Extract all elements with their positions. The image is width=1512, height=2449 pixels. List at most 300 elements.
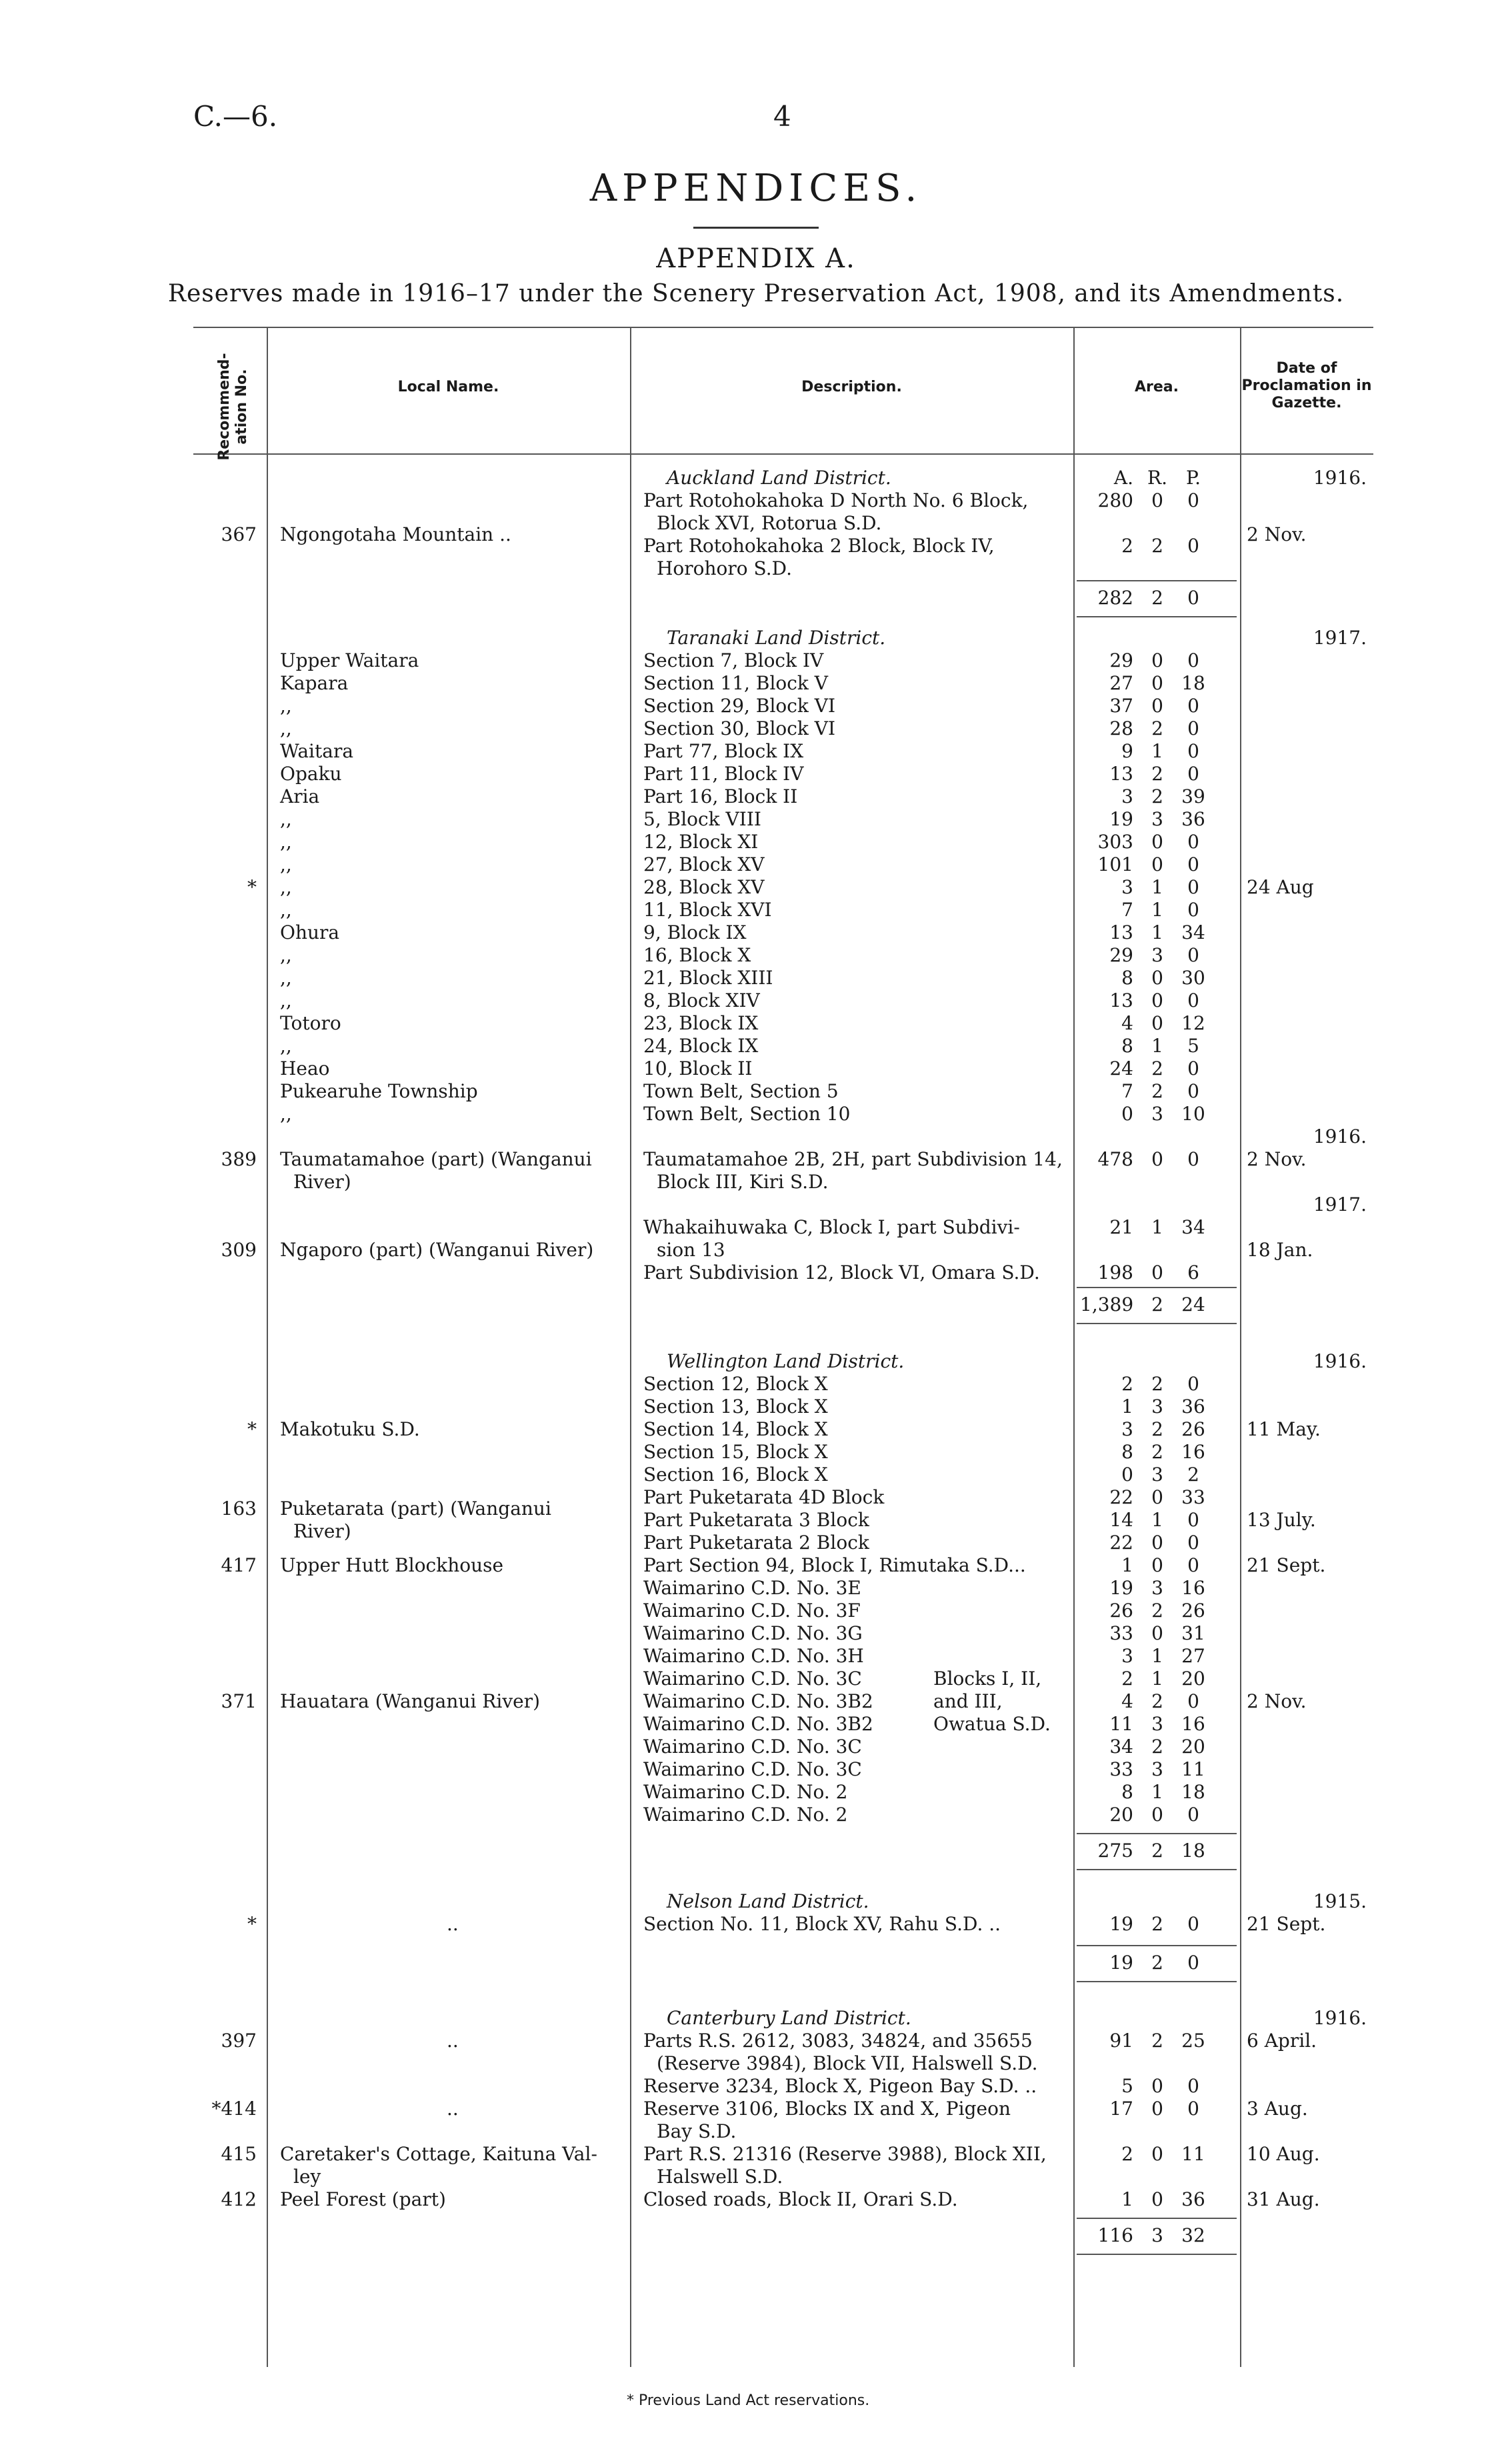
wellington-makotuku-date: 11 May. <box>1247 1418 1321 1440</box>
wellington-hauatara-area-roods: 1 <box>1151 1781 1163 1803</box>
wellington-hauatara-area-roods: 2 <box>1151 1736 1163 1758</box>
auckland-area-2-perches: 0 <box>1187 535 1199 557</box>
taranaki-area-roods: 0 <box>1151 1012 1163 1034</box>
canterbury-397-area-perches: 25 <box>1181 2030 1205 2052</box>
wellington-hauatara-area-acres: 20 <box>1109 1804 1133 1826</box>
taranaki-description: Part 16, Block II <box>643 785 798 807</box>
wellington-total-rule-bottom <box>1077 1869 1237 1870</box>
arp-roods-header: R. <box>1147 467 1167 489</box>
taranaki-area-roods: 1 <box>1151 876 1163 898</box>
wellington-makotuku-area-acres: 0 <box>1121 1464 1133 1486</box>
auckland-area-1-perches: 0 <box>1187 489 1199 511</box>
taranaki-description: 21, Block XIII <box>643 967 773 989</box>
auckland-district-heading: Auckland Land District. <box>667 467 891 489</box>
taranaki-date: 24 Aug <box>1247 876 1314 898</box>
taranaki-389-area-perches: 0 <box>1187 1148 1199 1170</box>
nelson-date: 21 Sept. <box>1247 1913 1326 1935</box>
taranaki-area-roods: 3 <box>1151 808 1163 830</box>
taranaki-area-roods: 2 <box>1151 763 1163 785</box>
taranaki-309-date: 18 Jan. <box>1247 1239 1313 1261</box>
canterbury-414-desc-3: Bay S.D. <box>657 2120 737 2142</box>
taranaki-area-perches: 0 <box>1187 763 1199 785</box>
wellington-hauatara-area-perches: 16 <box>1181 1713 1205 1735</box>
taranaki-local-name: ,, <box>280 853 292 875</box>
canterbury-414-local: .. <box>447 2098 459 2120</box>
taranaki-area-perches: 0 <box>1187 717 1199 739</box>
wellington-hauatara-description: Waimarino C.D. No. 3B2 <box>643 1713 873 1735</box>
canterbury-total-roods: 3 <box>1151 2224 1163 2246</box>
wellington-makotuku-area-perches: 16 <box>1181 1441 1205 1463</box>
wellington-hauatara-area-roods: 2 <box>1151 1600 1163 1622</box>
auckland-rec: 367 <box>221 523 257 545</box>
taranaki-area-perches: 10 <box>1181 1103 1205 1125</box>
taranaki-local-name: Ohura <box>280 921 340 943</box>
wellington-makotuku-description: Section 13, Block X <box>643 1396 828 1418</box>
taranaki-area-acres: 3 <box>1121 876 1133 898</box>
wellington-makotuku-area-perches: 0 <box>1187 1373 1199 1395</box>
wellington-hutt-area-perches: 0 <box>1187 1554 1199 1576</box>
wellington-hauatara-area-perches: 26 <box>1181 1600 1205 1622</box>
taranaki-area-acres: 29 <box>1109 649 1133 671</box>
taranaki-309-desc-3: Part Subdivision 12, Block VI, Omara S.D. <box>643 1262 1040 1284</box>
col-header-rec: Recommend-ation No. <box>216 353 250 461</box>
taranaki-description: Section 11, Block V <box>643 672 829 694</box>
canterbury-412-date: 31 Aug. <box>1247 2188 1320 2210</box>
wellington-hutt-area-acres: 1 <box>1121 1554 1133 1576</box>
taranaki-309-area-1-perches: 34 <box>1181 1216 1205 1238</box>
taranaki-389-rec: 389 <box>221 1148 257 1170</box>
wellington-puketarata-local-2: River) <box>293 1520 351 1542</box>
taranaki-area-perches: 0 <box>1187 1080 1199 1102</box>
nelson-area-acres: 19 <box>1109 1913 1133 1935</box>
taranaki-area-perches: 36 <box>1181 808 1205 830</box>
taranaki-389-local-2: River) <box>293 1171 351 1193</box>
nelson-total-perches: 0 <box>1187 1952 1199 1974</box>
taranaki-area-roods: 2 <box>1151 1080 1163 1102</box>
nelson-total-roods: 2 <box>1151 1952 1163 1974</box>
taranaki-area-roods: 2 <box>1151 1057 1163 1079</box>
canterbury-414-area-1-perches: 0 <box>1187 2075 1199 2097</box>
wellington-makotuku-description: Section 14, Block X <box>643 1418 828 1440</box>
taranaki-local-name: ,, <box>280 944 292 966</box>
canterbury-414-desc-1: Reserve 3234, Block X, Pigeon Bay S.D. .. <box>643 2075 1037 2097</box>
wellington-puketarata-area-acres: 22 <box>1109 1486 1133 1508</box>
nelson-rec: * <box>247 1913 257 1935</box>
wellington-hutt-rec: 417 <box>221 1554 257 1576</box>
canterbury-412-area-roods: 0 <box>1151 2188 1163 2210</box>
header-bottom-rule <box>193 453 1373 455</box>
wellington-hauatara-description: Waimarino C.D. No. 2 <box>643 1781 848 1803</box>
wellington-hauatara-description: Waimarino C.D. No. 3B2 <box>643 1690 873 1712</box>
wellington-hauatara-area-acres: 8 <box>1121 1781 1133 1803</box>
taranaki-area-roods: 2 <box>1151 785 1163 807</box>
taranaki-total-acres: 1,389 <box>1080 1294 1134 1316</box>
wellington-district-heading: Wellington Land District. <box>667 1350 905 1372</box>
wellington-hauatara-area-acres: 2 <box>1121 1668 1133 1690</box>
taranaki-309-area-2-perches: 6 <box>1187 1262 1199 1284</box>
wellington-puketarata-rec: 163 <box>221 1498 257 1520</box>
taranaki-area-perches: 0 <box>1187 899 1199 921</box>
wellington-makotuku-area-perches: 26 <box>1181 1418 1205 1440</box>
canterbury-397-rec: 397 <box>221 2030 257 2052</box>
taranaki-389-desc-2: Block III, Kiri S.D. <box>657 1171 829 1193</box>
taranaki-309-area-2-roods: 0 <box>1151 1262 1163 1284</box>
taranaki-area-roods: 0 <box>1151 649 1163 671</box>
taranaki-local-name: Totoro <box>280 1012 341 1034</box>
wellington-hauatara-area-roods: 0 <box>1151 1804 1163 1826</box>
taranaki-area-perches: 12 <box>1181 1012 1205 1034</box>
canterbury-412-area-acres: 1 <box>1121 2188 1133 2210</box>
taranaki-description: 28, Block XV <box>643 876 765 898</box>
taranaki-description: 12, Block XI <box>643 831 759 853</box>
taranaki-total-perches: 24 <box>1181 1294 1205 1316</box>
taranaki-area-acres: 9 <box>1121 740 1133 762</box>
wellington-puketarata-area-acres: 22 <box>1109 1532 1133 1554</box>
taranaki-area-roods: 2 <box>1151 717 1163 739</box>
taranaki-description: Section 30, Block VI <box>643 717 836 739</box>
taranaki-area-acres: 4 <box>1121 1012 1133 1034</box>
wellington-hauatara-area-acres: 19 <box>1109 1577 1133 1599</box>
wellington-hauatara-area-perches: 18 <box>1181 1781 1205 1803</box>
canterbury-415-desc-2: Halswell S.D. <box>657 2166 783 2188</box>
taranaki-area-roods: 1 <box>1151 921 1163 943</box>
wellington-puketarata-area-perches: 0 <box>1187 1532 1199 1554</box>
wellington-hauatara-area-acres: 26 <box>1109 1600 1133 1622</box>
title-rule <box>693 227 819 229</box>
wellington-hauatara-description: Waimarino C.D. No. 3C <box>643 1668 862 1690</box>
taranaki-local-name: ,, <box>280 808 292 830</box>
taranaki-total-roods: 2 <box>1151 1294 1163 1316</box>
wellington-total-roods: 2 <box>1151 1840 1163 1862</box>
wellington-makotuku-area-roods: 2 <box>1151 1418 1163 1440</box>
taranaki-area-acres: 7 <box>1121 899 1133 921</box>
auckland-area-1-roods: 0 <box>1151 489 1163 511</box>
wellington-hauatara-area-perches: 20 <box>1181 1668 1205 1690</box>
taranaki-local-name: ,, <box>280 967 292 989</box>
taranaki-area-roods: 0 <box>1151 695 1163 717</box>
nelson-year: 1915. <box>1313 1890 1367 1912</box>
taranaki-description: 23, Block IX <box>643 1012 759 1034</box>
taranaki-area-acres: 29 <box>1109 944 1133 966</box>
wellington-hauatara-area-acres: 3 <box>1121 1645 1133 1667</box>
wellington-hauatara-area-roods: 2 <box>1151 1690 1163 1712</box>
taranaki-area-roods: 1 <box>1151 740 1163 762</box>
col-divider-1 <box>267 327 268 2367</box>
canterbury-414-date: 3 Aug. <box>1247 2098 1308 2120</box>
wellington-puketarata-local-1: Puketarata (part) (Wanganui <box>280 1498 551 1520</box>
taranaki-description: 27, Block XV <box>643 853 765 875</box>
wellington-hauatara-area-acres: 34 <box>1109 1736 1133 1758</box>
wellington-hauatara-area-roods: 0 <box>1151 1622 1163 1644</box>
col-divider-4 <box>1240 327 1241 2367</box>
canterbury-415-rec: 415 <box>221 2143 257 2165</box>
taranaki-309-desc-2: sion 13 <box>657 1239 725 1261</box>
wellington-hauatara-description: Waimarino C.D. No. 2 <box>643 1804 848 1826</box>
taranaki-local-name: ,, <box>280 717 292 739</box>
canterbury-year: 1916. <box>1313 2007 1367 2029</box>
wellington-hauatara-local: Hauatara (Wanganui River) <box>280 1690 541 1712</box>
taranaki-description: 10, Block II <box>643 1057 753 1079</box>
canterbury-415-area-acres: 2 <box>1121 2143 1133 2165</box>
taranaki-description: 5, Block VIII <box>643 808 761 830</box>
taranaki-area-acres: 8 <box>1121 1035 1133 1057</box>
canterbury-414-area-2-acres: 17 <box>1109 2098 1133 2120</box>
taranaki-description: Town Belt, Section 5 <box>643 1080 839 1102</box>
canterbury-397-local: .. <box>447 2030 459 2052</box>
wellington-hauatara-description: Waimarino C.D. No. 3C <box>643 1736 862 1758</box>
taranaki-389-desc-1: Taumatamahoe 2B, 2H, part Subdivision 14, <box>643 1148 1063 1170</box>
auckland-area-2-roods: 2 <box>1151 535 1163 557</box>
wellington-hauatara-description: Waimarino C.D. No. 3E <box>643 1577 861 1599</box>
wellington-makotuku-area-perches: 2 <box>1187 1464 1199 1486</box>
taranaki-389-area-roods: 0 <box>1151 1148 1163 1170</box>
canterbury-total-perches: 32 <box>1181 2224 1205 2246</box>
taranaki-description: Section 7, Block IV <box>643 649 824 671</box>
nelson-local: .. <box>447 1913 459 1935</box>
wellington-makotuku-description: Section 16, Block X <box>643 1464 828 1486</box>
col-header-area: Area. <box>1135 379 1179 395</box>
taranaki-area-roods: 1 <box>1151 899 1163 921</box>
taranaki-389-year: 1916. <box>1313 1125 1367 1147</box>
wellington-hutt-area-roods: 0 <box>1151 1554 1163 1576</box>
taranaki-area-acres: 13 <box>1109 921 1133 943</box>
taranaki-area-roods: 0 <box>1151 853 1163 875</box>
taranaki-area-perches: 30 <box>1181 967 1205 989</box>
auckland-date: 2 Nov. <box>1247 523 1307 545</box>
wellington-puketarata-description: Part Puketarata 4D Block <box>643 1486 885 1508</box>
taranaki-area-acres: 13 <box>1109 763 1133 785</box>
taranaki-local-name: ,, <box>280 989 292 1011</box>
canterbury-total-rule <box>1077 2218 1237 2219</box>
wellington-makotuku-area-roods: 3 <box>1151 1396 1163 1418</box>
wellington-puketarata-description: Part Puketarata 3 Block <box>643 1509 869 1531</box>
wellington-hauatara-area-acres: 11 <box>1109 1713 1133 1735</box>
wellington-hauatara-description: Waimarino C.D. No. 3G <box>643 1622 863 1644</box>
wellington-puketarata-area-roods: 0 <box>1151 1532 1163 1554</box>
taranaki-389-local-1: Taumatamahoe (part) (Wanganui <box>280 1148 592 1170</box>
wellington-hauatara-date: 2 Nov. <box>1247 1690 1307 1712</box>
table-top-rule <box>193 327 1373 328</box>
canterbury-412-rec: 412 <box>221 2188 257 2210</box>
nelson-area-roods: 2 <box>1151 1913 1163 1935</box>
wellington-total-rule <box>1077 1833 1237 1834</box>
wellington-hauatara-area-roods: 3 <box>1151 1713 1163 1735</box>
wellington-hauatara-area-perches: 27 <box>1181 1645 1205 1667</box>
canterbury-414-area-1-roods: 0 <box>1151 2075 1163 2097</box>
taranaki-area-roods: 3 <box>1151 944 1163 966</box>
auckland-total-roods: 2 <box>1151 587 1163 609</box>
wellington-makotuku-description: Section 15, Block X <box>643 1441 828 1463</box>
nelson-total-rule <box>1077 1945 1237 1946</box>
col-header-date: Date of Proclamation in Gazette. <box>1241 360 1372 411</box>
taranaki-389-date: 2 Nov. <box>1247 1148 1307 1170</box>
taranaki-area-perches: 0 <box>1187 1057 1199 1079</box>
canterbury-415-area-roods: 0 <box>1151 2143 1163 2165</box>
footnote: * Previous Land Act reservations. <box>627 2392 870 2409</box>
appendix-heading: APPENDIX A. <box>656 243 856 274</box>
taranaki-area-acres: 7 <box>1121 1080 1133 1102</box>
taranaki-local-name: Aria <box>280 785 320 807</box>
taranaki-description: 24, Block IX <box>643 1035 759 1057</box>
auckland-total-rule-bottom <box>1077 616 1237 617</box>
arp-perches-header: P. <box>1185 467 1201 489</box>
col-header-description: Description. <box>801 379 902 395</box>
taranaki-area-roods: 1 <box>1151 1035 1163 1057</box>
canterbury-415-local-2: ley <box>293 2166 321 2188</box>
canterbury-397-desc-2: (Reserve 3984), Block VII, Halswell S.D. <box>657 2052 1038 2074</box>
wellington-hauatara-area-acres: 4 <box>1121 1690 1133 1712</box>
taranaki-area-acres: 24 <box>1109 1057 1133 1079</box>
auckland-area-2-acres: 2 <box>1121 535 1133 557</box>
wellington-makotuku-description: Section 12, Block X <box>643 1373 828 1395</box>
wellington-makotuku-area-acres: 3 <box>1121 1418 1133 1440</box>
taranaki-area-roods: 0 <box>1151 831 1163 853</box>
nelson-area-perches: 0 <box>1187 1913 1199 1935</box>
wellington-hauatara-rec: 371 <box>221 1690 257 1712</box>
nelson-total-acres: 19 <box>1109 1952 1133 1974</box>
wellington-makotuku-area-perches: 36 <box>1181 1396 1205 1418</box>
wellington-puketarata-area-roods: 1 <box>1151 1509 1163 1531</box>
wellington-hauatara-area-roods: 3 <box>1151 1577 1163 1599</box>
taranaki-area-roods: 0 <box>1151 672 1163 694</box>
taranaki-area-perches: 39 <box>1181 785 1205 807</box>
taranaki-309-area-2-acres: 198 <box>1097 1262 1133 1284</box>
canterbury-total-acres: 116 <box>1097 2224 1133 2246</box>
taranaki-area-roods: 0 <box>1151 967 1163 989</box>
taranaki-local-name: ,, <box>280 1035 292 1057</box>
canterbury-415-desc-1: Part R.S. 21316 (Reserve 3988), Block XII, <box>643 2143 1047 2165</box>
taranaki-area-roods: 3 <box>1151 1103 1163 1125</box>
taranaki-description: Part 77, Block IX <box>643 740 804 762</box>
canterbury-total-rule-bottom <box>1077 2254 1237 2255</box>
document-code: C.—6. <box>193 100 278 133</box>
auckland-total-acres: 282 <box>1097 587 1133 609</box>
wellington-makotuku-area-acres: 8 <box>1121 1441 1133 1463</box>
taranaki-local-name: ,, <box>280 876 292 898</box>
canterbury-412-description: Closed roads, Block II, Orari S.D. <box>643 2188 958 2210</box>
canterbury-397-date: 6 April. <box>1247 2030 1317 2052</box>
canterbury-415-local-1: Caretaker's Cottage, Kaituna Val- <box>280 2143 597 2165</box>
taranaki-area-acres: 13 <box>1109 989 1133 1011</box>
taranaki-309-local: Ngaporo (part) (Wanganui River) <box>280 1239 594 1261</box>
wellington-makotuku-area-roods: 3 <box>1151 1464 1163 1486</box>
wellington-hauatara-area-perches: 0 <box>1187 1690 1199 1712</box>
taranaki-local-name: ,, <box>280 899 292 921</box>
taranaki-area-perches: 0 <box>1187 853 1199 875</box>
taranaki-area-acres: 19 <box>1109 808 1133 830</box>
canterbury-414-desc-2: Reserve 3106, Blocks IX and X, Pigeon <box>643 2098 1011 2120</box>
canterbury-district-heading: Canterbury Land District. <box>667 2007 911 2029</box>
wellington-hauatara-area-roods: 1 <box>1151 1668 1163 1690</box>
canterbury-414-rec: *414 <box>211 2098 257 2120</box>
wellington-hauatara-area-acres: 33 <box>1109 1758 1133 1780</box>
wellington-hauatara-area-acres: 33 <box>1109 1622 1133 1644</box>
canterbury-414-area-1-acres: 5 <box>1121 2075 1133 2097</box>
auckland-desc-2a: Part Rotohokahoka 2 Block, Block IV, <box>643 535 995 557</box>
taranaki-description: 11, Block XVI <box>643 899 772 921</box>
auckland-total-rule <box>1077 580 1237 581</box>
page-title: APPENDICES. <box>589 167 923 210</box>
wellington-hauatara-blocks-note: Blocks I, II, and III, Owatua S.D. <box>933 1668 1051 1735</box>
taranaki-area-acres: 37 <box>1109 695 1133 717</box>
nelson-total-rule-bottom <box>1077 1981 1237 1982</box>
taranaki-area-acres: 27 <box>1109 672 1133 694</box>
taranaki-year: 1917. <box>1313 627 1367 649</box>
taranaki-309-area-1-acres: 21 <box>1109 1216 1133 1238</box>
wellington-hauatara-area-roods: 3 <box>1151 1758 1163 1780</box>
taranaki-description: 16, Block X <box>643 944 751 966</box>
taranaki-area-perches: 0 <box>1187 695 1199 717</box>
wellington-puketarata-date: 13 July. <box>1247 1509 1316 1531</box>
wellington-hauatara-area-perches: 0 <box>1187 1804 1199 1826</box>
taranaki-rec: * <box>247 876 257 898</box>
auckland-year: 1916. <box>1313 467 1367 489</box>
wellington-hutt-description: Part Section 94, Block I, Rimutaka S.D... <box>643 1554 1026 1576</box>
taranaki-309-area-1-roods: 1 <box>1151 1216 1163 1238</box>
nelson-description: Section No. 11, Block XV, Rahu S.D. .. <box>643 1913 1001 1935</box>
auckland-desc-2b: Horohoro S.D. <box>657 557 792 579</box>
wellington-makotuku-rec: * <box>247 1418 257 1440</box>
canterbury-414-area-2-roods: 0 <box>1151 2098 1163 2120</box>
taranaki-local-name: Kapara <box>280 672 349 694</box>
taranaki-total-rule-bottom <box>1077 1323 1237 1324</box>
taranaki-total-rule <box>1077 1287 1237 1288</box>
wellington-hauatara-area-perches: 20 <box>1181 1736 1205 1758</box>
canterbury-415-area-perches: 11 <box>1181 2143 1205 2165</box>
wellington-makotuku-area-roods: 2 <box>1151 1373 1163 1395</box>
taranaki-area-acres: 28 <box>1109 717 1133 739</box>
wellington-hauatara-area-perches: 16 <box>1181 1577 1205 1599</box>
taranaki-area-perches: 0 <box>1187 831 1199 853</box>
taranaki-area-acres: 3 <box>1121 785 1133 807</box>
wellington-hauatara-area-perches: 31 <box>1181 1622 1205 1644</box>
taranaki-389-area-acres: 478 <box>1097 1148 1133 1170</box>
wellington-puketarata-description: Part Puketarata 2 Block <box>643 1532 869 1554</box>
auckland-desc-1b: Block XVI, Rotorua S.D. <box>657 512 882 534</box>
wellington-hauatara-description: Waimarino C.D. No. 3C <box>643 1758 862 1780</box>
canterbury-397-area-acres: 91 <box>1109 2030 1133 2052</box>
taranaki-local-name: ,, <box>280 831 292 853</box>
taranaki-309-rec: 309 <box>221 1239 257 1261</box>
taranaki-309-year: 1917. <box>1313 1193 1367 1215</box>
taranaki-area-perches: 0 <box>1187 740 1199 762</box>
taranaki-description: Town Belt, Section 10 <box>643 1103 851 1125</box>
wellington-makotuku-local: Makotuku S.D. <box>280 1418 420 1440</box>
canterbury-412-local: Peel Forest (part) <box>280 2188 446 2210</box>
wellington-makotuku-area-acres: 1 <box>1121 1396 1133 1418</box>
taranaki-area-acres: 101 <box>1097 853 1133 875</box>
auckland-desc-1a: Part Rotohokahoka D North No. 6 Block, <box>643 489 1029 511</box>
wellington-hutt-date: 21 Sept. <box>1247 1554 1326 1576</box>
wellington-puketarata-area-roods: 0 <box>1151 1486 1163 1508</box>
auckland-local-name: Ngongotaha Mountain .. <box>280 523 511 545</box>
taranaki-area-acres: 303 <box>1097 831 1133 853</box>
col-header-local-name: Local Name. <box>397 379 499 395</box>
taranaki-local-name: ,, <box>280 695 292 717</box>
arp-acres-header: A. <box>1113 467 1133 489</box>
wellington-hauatara-area-roods: 1 <box>1151 1645 1163 1667</box>
canterbury-397-area-roods: 2 <box>1151 2030 1163 2052</box>
taranaki-local-name: Pukearuhe Township <box>280 1080 478 1102</box>
canterbury-412-area-perches: 36 <box>1181 2188 1205 2210</box>
taranaki-local-name: Opaku <box>280 763 342 785</box>
canterbury-415-date: 10 Aug. <box>1247 2143 1320 2165</box>
wellington-makotuku-area-roods: 2 <box>1151 1441 1163 1463</box>
wellington-total-perches: 18 <box>1181 1840 1205 1862</box>
taranaki-local-name: Upper Waitara <box>280 649 419 671</box>
taranaki-309-desc-1: Whakaihuwaka C, Block I, part Subdivi- <box>643 1216 1020 1238</box>
taranaki-area-perches: 0 <box>1187 649 1199 671</box>
